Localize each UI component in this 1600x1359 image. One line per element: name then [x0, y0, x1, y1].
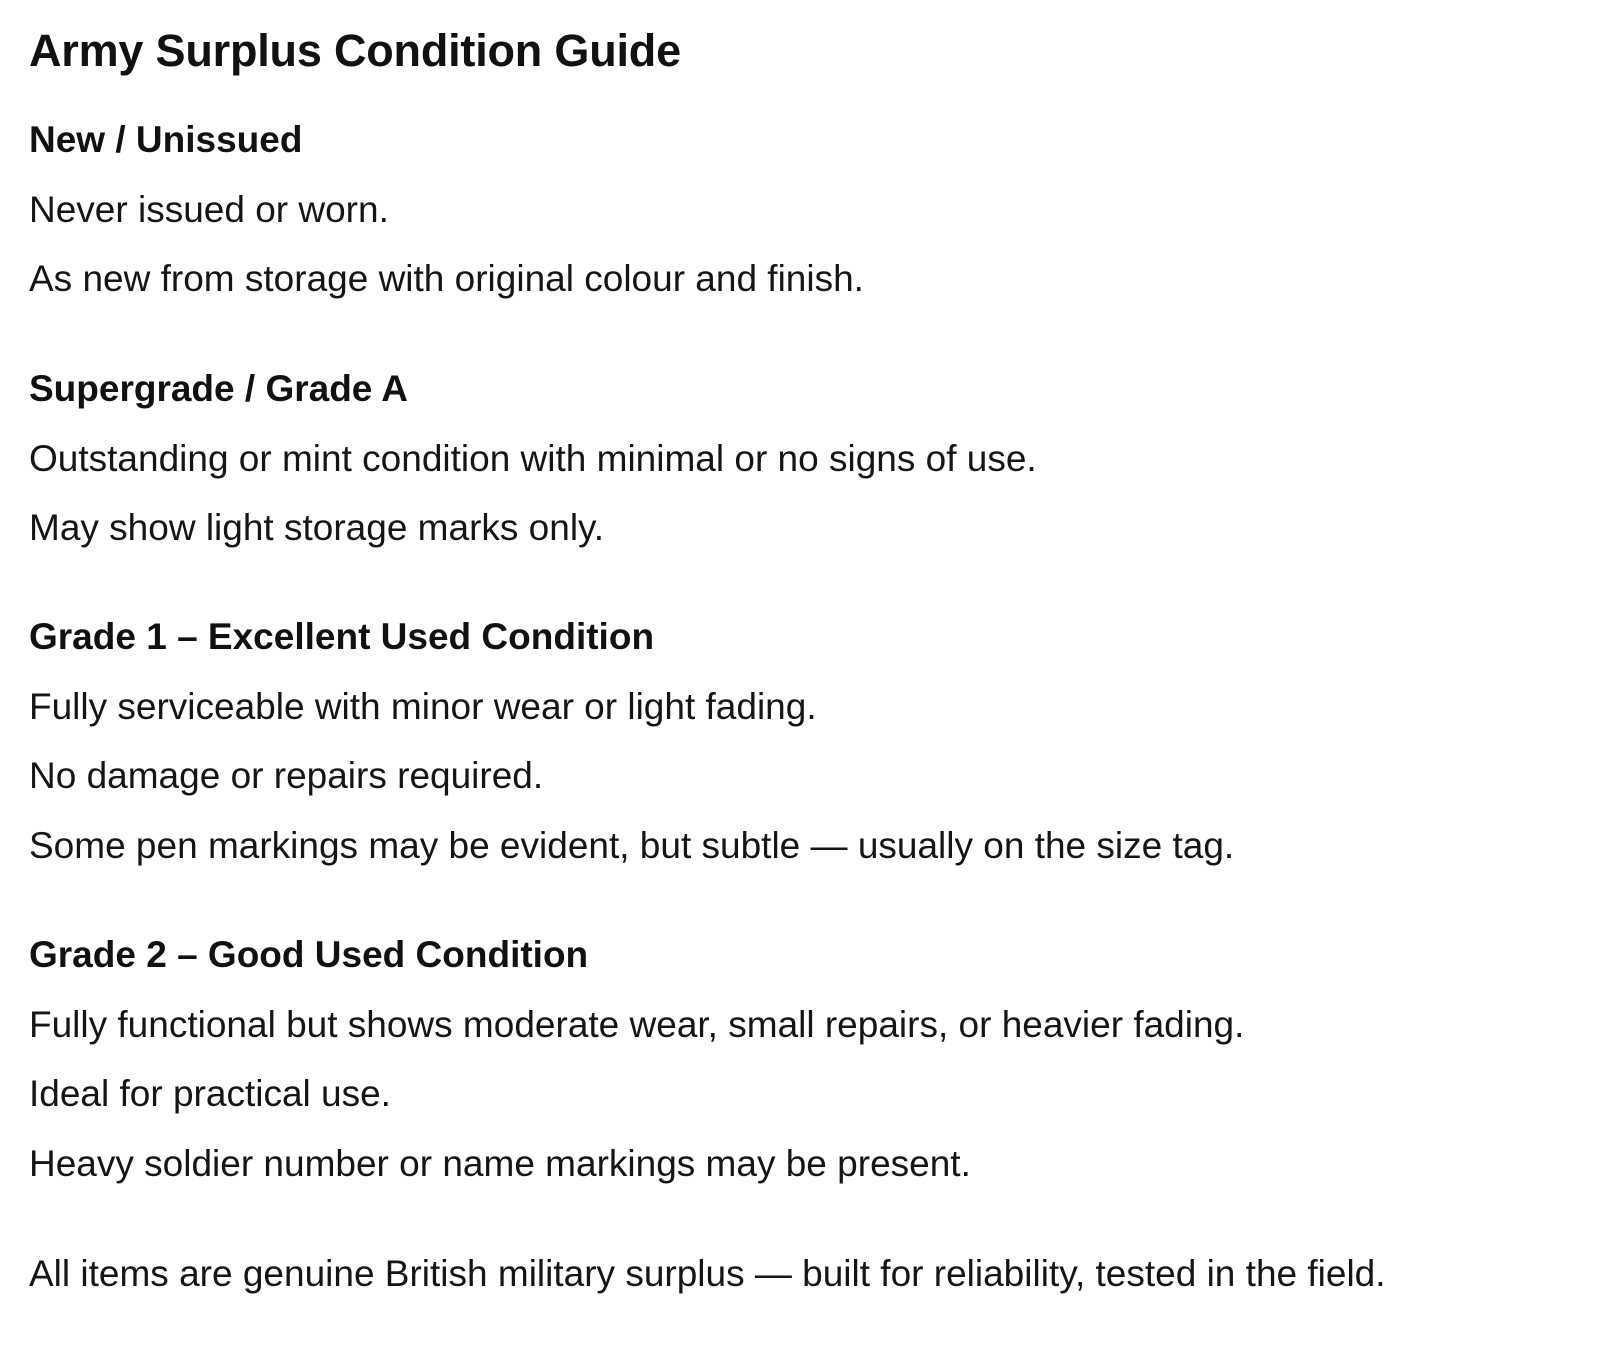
section-line: Heavy soldier number or name markings may be present. [29, 1143, 971, 1184]
section-line: As new from storage with original colour and finish. [29, 258, 864, 299]
section-line: No damage or repairs required. [29, 755, 544, 796]
section-line: May show light storage marks only. [29, 507, 605, 548]
section-line: Fully functional but shows moderate wear, small repairs, or heavier fading. [29, 1004, 1245, 1045]
section-heading-grade-1: Grade 1 – Excellent Used Condition [29, 616, 655, 657]
section-line: Some pen markings may be evident, but subtle — usually on the size tag. [29, 825, 1235, 866]
page-title: Army Surplus Condition Guide [29, 25, 681, 76]
section-line: Outstanding or mint condition with minimal or no signs of use. [29, 438, 1037, 479]
section-line: Ideal for practical use. [29, 1073, 391, 1114]
footer-note: All items are genuine British military surplus — built for reliability, tested in the field. [29, 1253, 1386, 1294]
section-line: Never issued or worn. [29, 189, 389, 230]
section-heading-new-unissued: New / Unissued [29, 119, 303, 160]
section-heading-supergrade: Supergrade / Grade A [29, 368, 409, 409]
section-line: Fully serviceable with minor wear or light fading. [29, 686, 817, 727]
section-heading-grade-2: Grade 2 – Good Used Condition [29, 934, 589, 975]
